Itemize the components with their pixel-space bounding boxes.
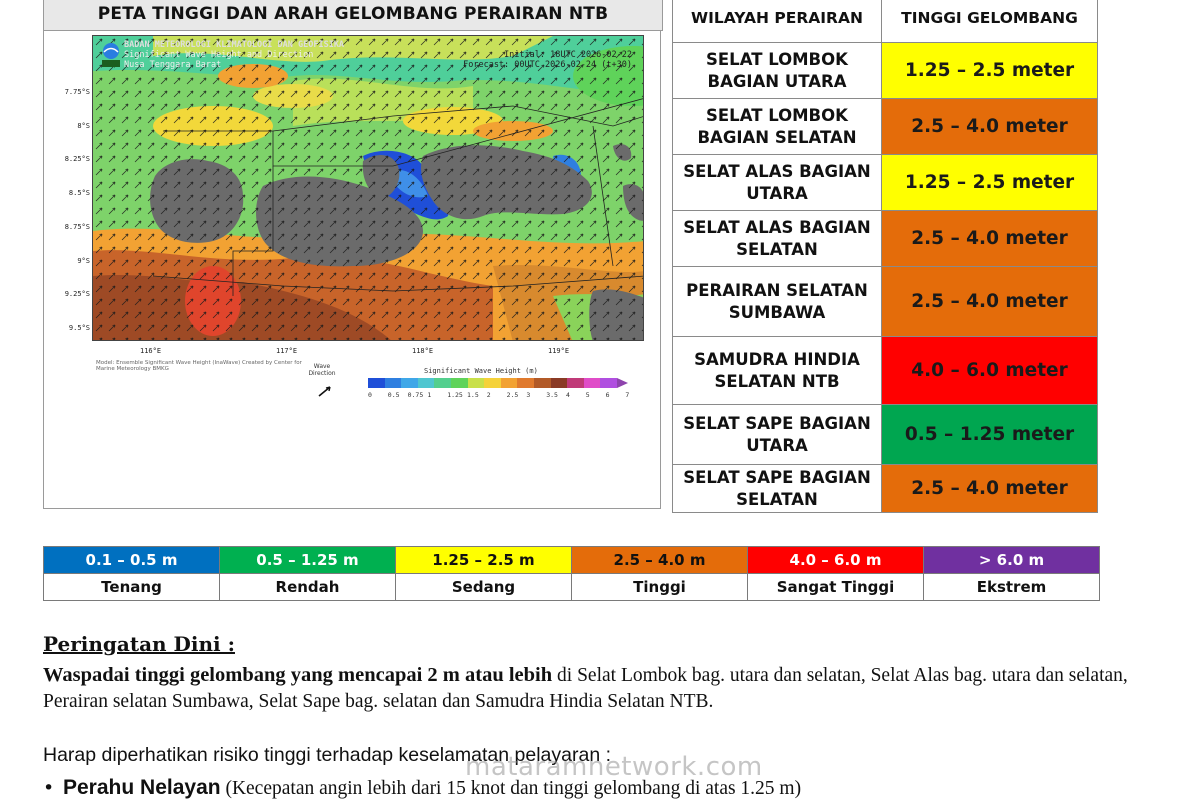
region-cell: SELAT SAPE BAGIAN SELATAN: [673, 465, 882, 513]
colorbar-tick: 1: [427, 391, 432, 399]
early-warning-heading: Peringatan Dini :: [43, 632, 235, 656]
colorbar-tick: 7: [625, 391, 630, 399]
table-row: [673, 155, 1098, 211]
wave-category-legend: [43, 546, 1100, 601]
region-cell: SELAT LOMBOK BAGIAN SELATAN: [673, 99, 882, 155]
lat-label: 8.25°S: [64, 155, 90, 163]
height-cell: 2.5 – 4.0 meter: [882, 267, 1098, 337]
colorbar-segment: [600, 378, 617, 388]
map-credit: Model: Ensemble Significant Wave Height (InaWave) Created by Center for Marine Meteorology BMKG: [96, 360, 302, 372]
legend-label: Sedang: [396, 574, 572, 601]
colorbar-tick: 1.5: [467, 391, 479, 399]
colorbar-segment: [418, 378, 435, 388]
bullet-dot-icon: •: [43, 777, 55, 799]
region-cell: SELAT SAPE BAGIAN UTARA: [673, 405, 882, 465]
table-row: [673, 405, 1098, 465]
legend-range: 4.0 – 6.0 m: [748, 547, 924, 574]
region-cell: PERAIRAN SELATAN SUMBAWA: [673, 267, 882, 337]
legend-range: > 6.0 m: [924, 547, 1100, 574]
colorbar-tick: 0.5: [387, 391, 400, 399]
legend-label: Ekstrem: [924, 574, 1100, 601]
colorbar-segment: [501, 378, 518, 388]
risk-intro-text: Harap diperhatikan risiko tinggi terhadap keselamatan pelayaran :: [43, 744, 612, 766]
lat-label: 8.5°S: [68, 189, 90, 197]
legend-label-row: [44, 574, 1100, 601]
colorbar-segment: [534, 378, 551, 388]
map-product-name: Significant Wave Height and Direction: [124, 50, 314, 60]
colorbar-segment: [484, 378, 501, 388]
wave-map-graphic: [93, 36, 644, 341]
colorbar-segment: [401, 378, 418, 388]
colorbar-tick: 3.5: [546, 391, 558, 399]
table-header-row: [673, 0, 1098, 43]
colorbar-tick: 3: [526, 391, 531, 399]
colorbar-tick: 5: [585, 391, 590, 399]
table-row: [673, 43, 1098, 99]
table-row: [673, 267, 1098, 337]
legend-range: 0.1 – 0.5 m: [44, 547, 220, 574]
wave-direction-arrow-icon: [318, 385, 332, 397]
watermark: mataramnetwork.com: [465, 752, 763, 782]
colorbar-segment: [551, 378, 568, 388]
lat-label: 9°S: [77, 257, 90, 265]
region-cell: SELAT ALAS BAGIAN SELATAN: [673, 211, 882, 267]
colorbar-tick: 2: [486, 391, 491, 399]
lat-label: 9.25°S: [64, 290, 90, 298]
wave-height-map: [92, 35, 644, 341]
header-height: TINGGI GELOMBANG: [882, 0, 1098, 43]
wave-map-panel: [43, 0, 661, 509]
height-cell: 2.5 – 4.0 meter: [882, 211, 1098, 267]
colorbar-segment: [584, 378, 601, 388]
lon-label: 119°E: [548, 347, 570, 355]
colorbar-tick: 2.5: [506, 391, 519, 399]
warning-bold-text: Waspadai tinggi gelombang yang mencapai 2 m atau lebih: [43, 664, 553, 686]
colorbar-segment: [368, 378, 385, 388]
header-region: WILAYAH PERAIRAN: [673, 0, 882, 43]
early-warning-text: [43, 662, 1173, 715]
colorbar-title: Significant Wave Height (m): [424, 367, 538, 375]
colorbar-tip: [617, 378, 628, 388]
lon-label: 117°E: [276, 347, 298, 355]
height-cell: 2.5 – 4.0 meter: [882, 465, 1098, 513]
map-title: PETA TINGGI DAN ARAH GELOMBANG PERAIRAN NTB: [43, 0, 663, 31]
legend-range: 1.25 – 2.5 m: [396, 547, 572, 574]
bullet-title: Perahu Nelayan: [63, 776, 221, 799]
legend-label: Tenang: [44, 574, 220, 601]
table-row: [673, 211, 1098, 267]
map-forecast-time: Forecast: 00UTC 2026-02-24 (t+30): [463, 60, 632, 70]
wave-direction-label: Wave Direction: [308, 363, 336, 377]
map-org-name: BADAN METEOROLOGI KLIMATOLOGI DAN GEOFISIKA: [124, 40, 345, 50]
lat-label: 8.75°S: [64, 223, 90, 231]
region-cell: SELAT ALAS BAGIAN UTARA: [673, 155, 882, 211]
warning-rest-text: di Selat Lombok bag. utara dan selatan, Selat Alas bag. utara dan selatan, Perairan selatan Sumbawa, Selat Sape bag. selatan dan Samudra Hindia Selatan NTB.: [43, 665, 1128, 712]
height-cell: 1.25 – 2.5 meter: [882, 155, 1098, 211]
lat-label: 8°S: [77, 122, 90, 130]
colorbar-tick: 1.25: [447, 391, 463, 399]
map-initial-time: Initial: 18UTC 2026-02-22: [504, 50, 632, 60]
wave-height-colorbar: [368, 378, 628, 388]
region-cell: SELAT LOMBOK BAGIAN UTARA: [673, 43, 882, 99]
height-cell: 0.5 – 1.25 meter: [882, 405, 1098, 465]
wave-height-table: [672, 0, 1098, 513]
region-cell: SAMUDRA HINDIA SELATAN NTB: [673, 337, 882, 405]
colorbar-segment: [517, 378, 534, 388]
legend-range: 0.5 – 1.25 m: [220, 547, 396, 574]
colorbar-tick: 0.75: [407, 391, 424, 399]
colorbar-segment: [567, 378, 584, 388]
map-region-name: Nusa Tenggara Barat: [124, 60, 222, 70]
lat-label: 7.75°S: [64, 88, 90, 96]
table-body: [673, 43, 1098, 513]
table-row: [673, 99, 1098, 155]
bullet-desc: (Kecepatan angin lebih dari 15 knot dan tinggi gelombang di atas 1.25 m): [220, 778, 802, 799]
legend-range: 2.5 – 4.0 m: [572, 547, 748, 574]
colorbar-tick: 0: [368, 391, 372, 399]
colorbar-tick: 6: [605, 391, 610, 399]
legend-range-row: [44, 547, 1100, 574]
lon-label: 118°E: [412, 347, 434, 355]
lat-label: 9.5°S: [68, 324, 90, 332]
colorbar-segment: [385, 378, 402, 388]
legend-label: Rendah: [220, 574, 396, 601]
colorbar-tick: 4: [566, 391, 570, 399]
height-cell: 1.25 – 2.5 meter: [882, 43, 1098, 99]
lon-label: 116°E: [140, 347, 162, 355]
colorbar-segment: [434, 378, 451, 388]
table-row: [673, 465, 1098, 513]
colorbar-segment: [451, 378, 468, 388]
height-cell: 4.0 – 6.0 meter: [882, 337, 1098, 405]
bmkg-logo-icon: [100, 42, 122, 68]
map-header: [100, 40, 640, 72]
table-row: [673, 337, 1098, 405]
colorbar-segment: [468, 378, 485, 388]
legend-label: Tinggi: [572, 574, 748, 601]
legend-label: Sangat Tinggi: [748, 574, 924, 601]
height-cell: 2.5 – 4.0 meter: [882, 99, 1098, 155]
